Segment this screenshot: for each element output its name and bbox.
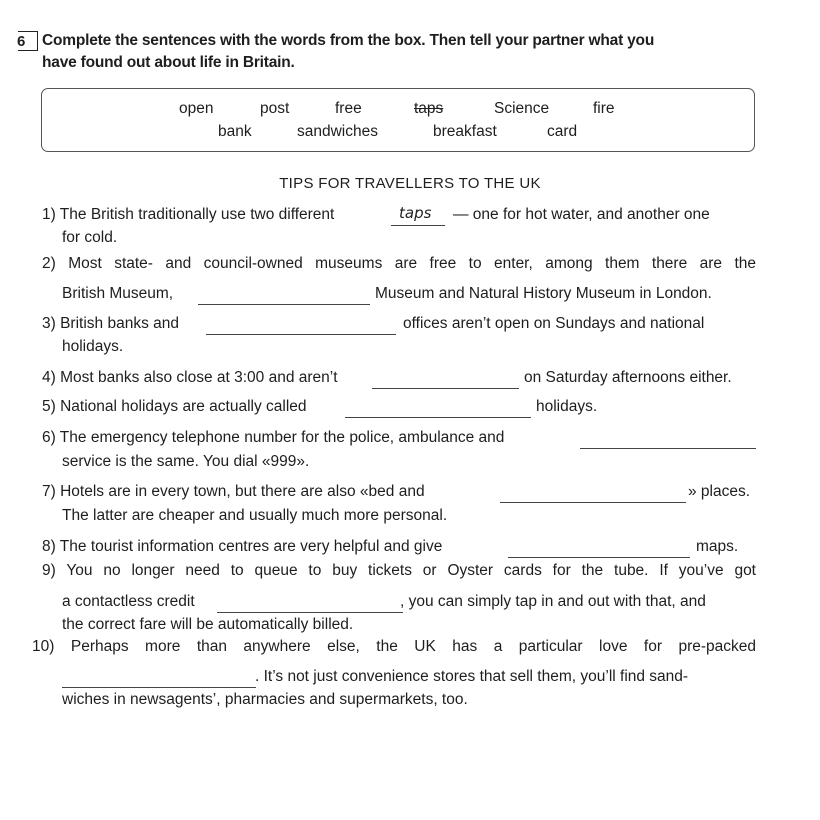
s3-text-line2: holidays.	[62, 338, 124, 355]
s5-text-before: 5) National holidays are actually called	[42, 398, 307, 415]
s1-text-before: 1) The British traditionally use two different	[42, 206, 335, 223]
blank-3[interactable]	[206, 316, 396, 335]
s2-text-line1: 2) Most state- and council-owned museums are free to enter, among them there are the	[42, 255, 756, 272]
s5-text-after: holidays.	[536, 398, 598, 415]
s7-text-after: » places.	[688, 483, 751, 500]
blank-2[interactable]	[198, 286, 370, 305]
s7-text-line2: The latter are cheaper and usually much more personal.	[62, 507, 448, 524]
instructions	[42, 30, 762, 74]
instruction-line-1: Complete the sentences with the words from the box. Then tell your partner what you	[42, 32, 655, 49]
s3-text-after: offices aren’t open on Sundays and national	[403, 315, 705, 332]
word-open: open	[179, 100, 214, 117]
s9-text-line3: the correct fare will be automatically billed.	[62, 616, 354, 633]
word-fire: fire	[593, 100, 615, 117]
blank-9[interactable]	[217, 594, 403, 613]
s3-text-before: 3) British banks and	[42, 315, 179, 332]
s10-text-after: . It’s not just convenience stores that sell them, you’ll find sand-	[255, 668, 689, 685]
blank-5[interactable]	[345, 399, 531, 418]
blank-10[interactable]	[62, 669, 256, 688]
word-breakfast: breakfast	[433, 123, 497, 140]
s6-text-line1: 6) The emergency telephone number for the police, ambulance and	[42, 429, 505, 446]
s10-text-line3: wiches in newsagents’, pharmacies and supermarkets, too.	[62, 691, 468, 708]
exercise-number: 6	[18, 31, 38, 51]
s4-text-before: 4) Most banks also close at 3:00 and aren’t	[42, 369, 338, 386]
s6-text-line2: service is the same. You dial «999».	[62, 453, 310, 470]
word-free: free	[335, 100, 362, 117]
s1-text-after: — one for hot water, and another one	[453, 206, 710, 223]
word-box	[41, 88, 755, 152]
s2-text-after: Museum and Natural History Museum in London.	[375, 285, 712, 302]
s4-text-after: on Saturday afternoons either.	[524, 369, 732, 386]
blank-7[interactable]	[500, 484, 686, 503]
blank-4[interactable]	[372, 370, 519, 389]
instruction-line-2: have found out about life in Britain.	[42, 54, 295, 71]
word-card: card	[547, 123, 578, 140]
tips-title: TIPS FOR TRAVELLERS TO THE UK	[279, 175, 541, 192]
s1-text-line2: for cold.	[62, 229, 118, 246]
word-taps-crossed: taps	[414, 100, 444, 117]
s9-text-before: a contactless credit	[62, 593, 195, 610]
s8-text-after: maps.	[696, 538, 739, 555]
s9-text-after: , you can simply tap in and out with that, and	[400, 593, 706, 610]
word-sandwiches: sandwiches	[297, 123, 378, 140]
s8-text-before: 8) The tourist information centres are very helpful and give	[42, 538, 443, 555]
s2-text-before: British Museum,	[62, 285, 174, 302]
answer-1: taps	[399, 204, 432, 222]
word-post: post	[260, 100, 290, 117]
s7-text-before: 7) Hotels are in every town, but there are also «bed and	[42, 483, 425, 500]
s9-text-line1: 9) You no longer need to queue to buy tickets or Oyster cards for the tube. If you’ve got	[42, 562, 756, 579]
word-bank: bank	[218, 123, 252, 140]
blank-8[interactable]	[508, 539, 690, 558]
word-science: Science	[494, 100, 550, 117]
s10-text-line1: 10) Perhaps more than anywhere else, the UK has a particular love for pre-packed	[32, 638, 756, 655]
blank-6[interactable]	[580, 430, 756, 449]
